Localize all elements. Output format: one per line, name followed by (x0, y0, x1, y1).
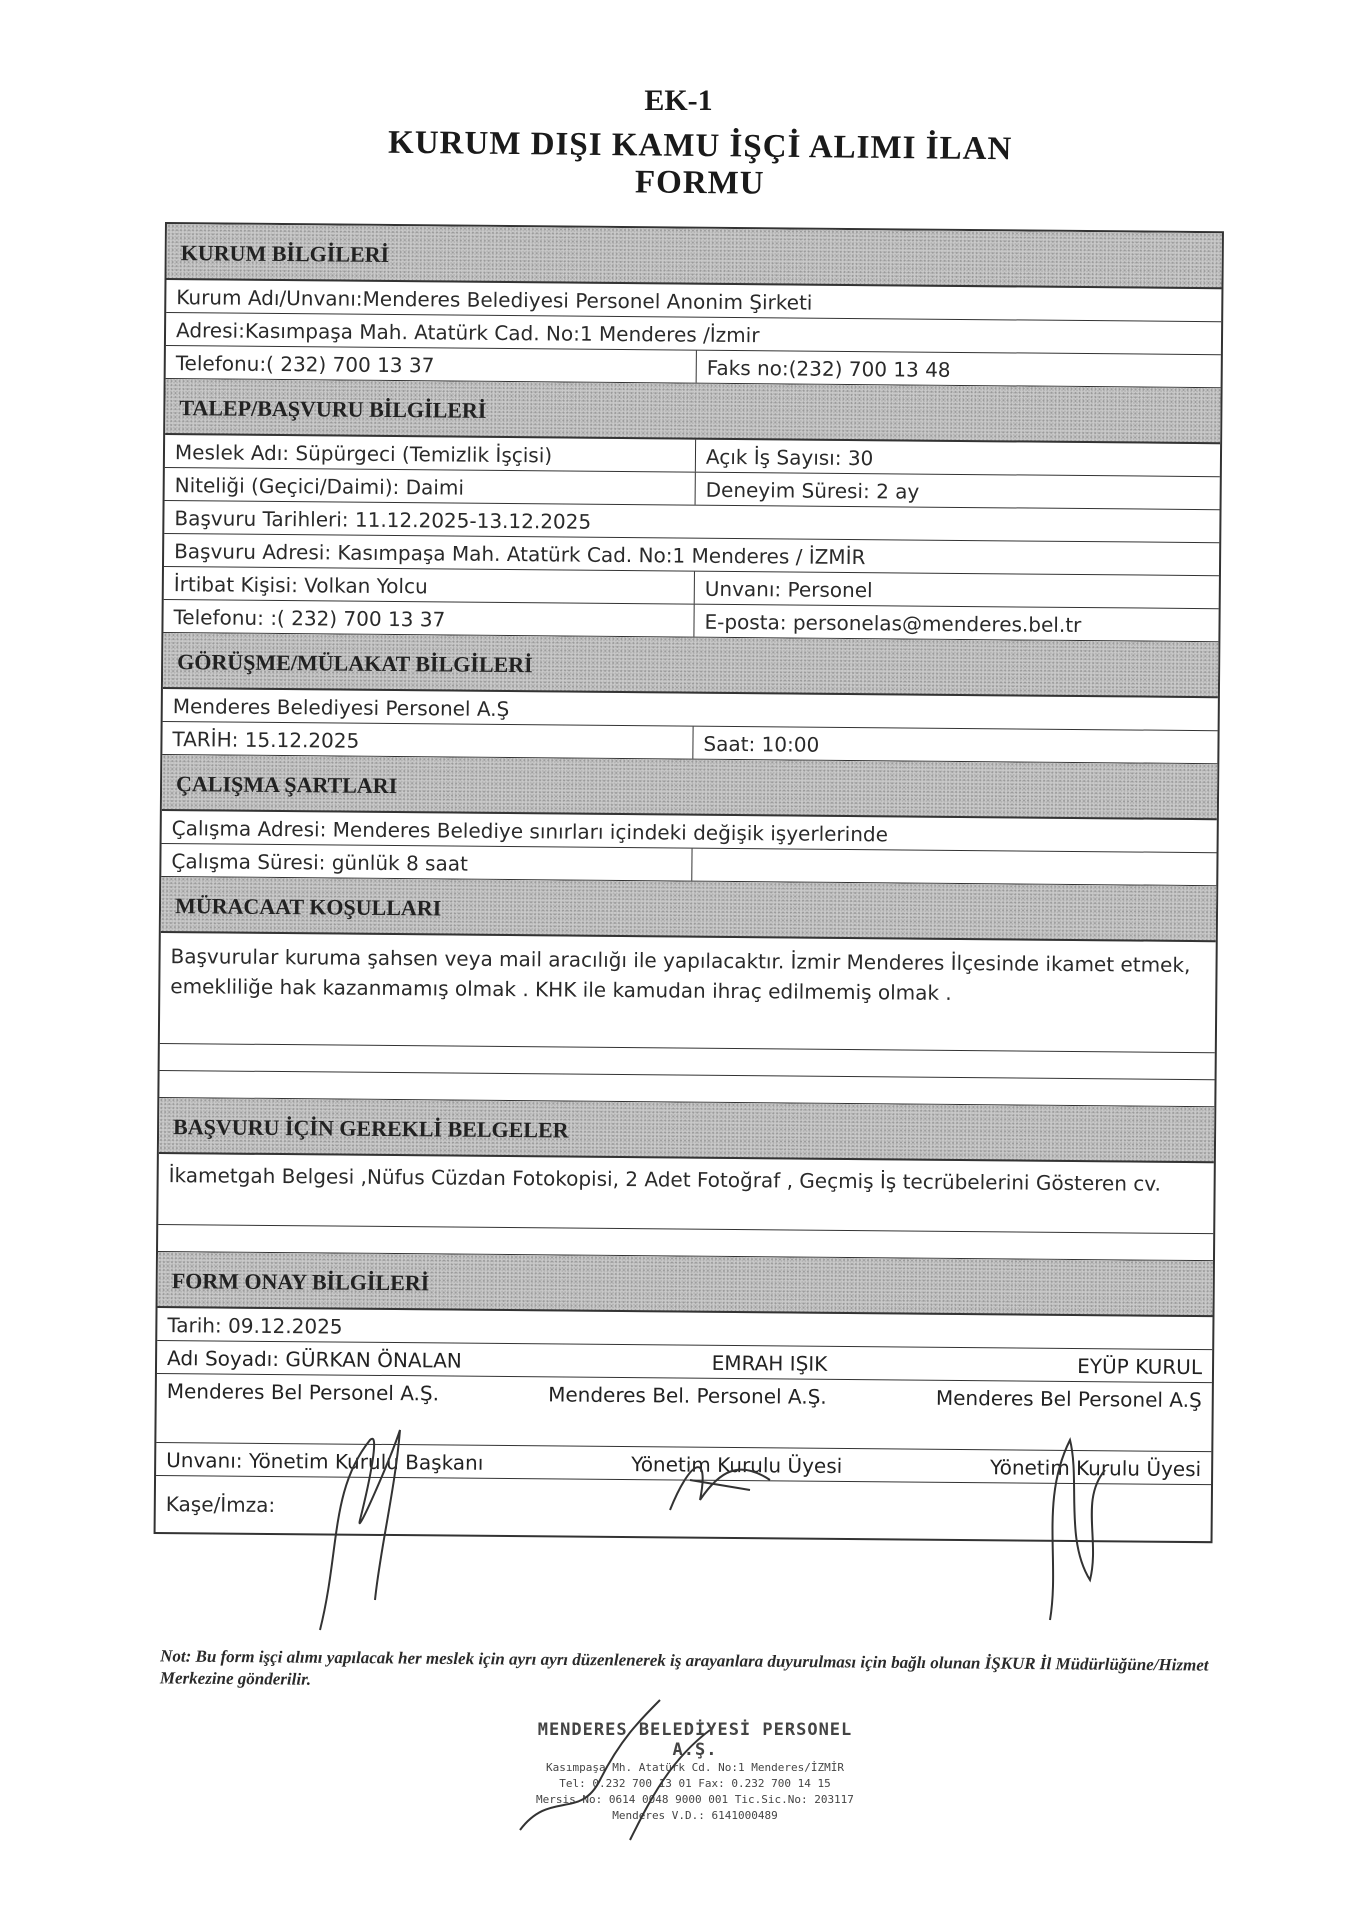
signatory-kurum: Menderes Bel. Personel A.Ş. (548, 1382, 827, 1409)
signatory-name: GÜRKAN ÖNALAN (285, 1347, 462, 1373)
section-gorusme-heading: GÖRÜŞME/MÜLAKAT BİLGİLERİ (163, 633, 1218, 698)
stamp-line: Mersis No: 0614 0048 9000 001 Tic.Sic.No: 203117 (536, 1793, 854, 1806)
company-stamp (520, 1720, 870, 1824)
section-onay-heading: FORM ONAY BİLGİLERİ (158, 1252, 1213, 1317)
form-annex-label: EK-1 (644, 84, 713, 117)
gorusme-tarihi: TARİH: 15.12.2025 (162, 722, 693, 759)
stamp-line: Kasımpaşa Mh. Atatürk Cd. No:1 Menderes/İZMİR (545, 1761, 844, 1774)
section-talep-heading: TALEP/BAŞVURU BİLGİLERİ (165, 379, 1220, 444)
signatory-unvan: Yönetim Kurulu Üyesi (989, 1455, 1202, 1482)
calisma-adresi: Çalışma Adresi: Menderes Belediye sınırları içindeki değişik işyerlerinde (171, 816, 889, 847)
signatory-name: EMRAH IŞIK (711, 1350, 828, 1376)
muracaat-kosullari-text: Başvurular kuruma şahsen veya mail aracılığı ile yapılacaktır. İzmir Menderes İlçesinde ikamet etmek, emekliliğe hak kazanmamış olmak . KHK ile kamudan ihraç edilmemiş olmak . (170, 944, 1191, 1005)
irtibat-unvani: Unvanı: Personel (704, 576, 873, 603)
irtibat-telefonu: Telefonu: :( 232) 700 13 37 (163, 600, 694, 637)
signatory-unvan: Yönetim Kurulu Başkanı (248, 1448, 484, 1475)
basvuru-tarihleri: Başvuru Tarihleri: 11.12.2025-13.12.2025 (174, 506, 592, 534)
onay-tarihi: Tarih: 09.12.2025 (167, 1313, 343, 1339)
section-kurum-heading: KURUM BİLGİLERİ (166, 224, 1221, 289)
section-muracaat-heading: MÜRACAAT KOŞULLARI (161, 877, 1216, 942)
stamp-line: MENDERES BELEDİYESİ PERSONEL A.Ş. (537, 1720, 853, 1760)
signatory-kurum: Menderes Bel Personel A.Ş. (166, 1379, 440, 1406)
irtibat-eposta: E-posta: personelas@menderes.bel.tr (704, 609, 1082, 638)
ilan-form (154, 222, 1224, 1543)
gerekli-belgeler-text: İkametgah Belgesi ,Nüfus Cüzdan Fotokopisi, 2 Adet Fotoğraf , Geçmiş İş tecrübelerini Gösteren cv. (168, 1163, 1162, 1196)
section-calisma-heading: ÇALIŞMA ŞARTLARI (162, 755, 1217, 820)
signatory-kurum: Menderes Bel Personel A.Ş (935, 1385, 1202, 1413)
adi-soyadi-label: Adı Soyadı: (166, 1346, 280, 1372)
section-belgeler-heading: BAŞVURU İÇİN GEREKLİ BELGELER (159, 1098, 1214, 1163)
kurum-faks: Faks no:(232) 700 13 48 (706, 355, 951, 382)
gorusme-saati: Saat: 10:00 (703, 731, 820, 757)
form-note: Not: Bu form işçi alımı yapılacak her meslek için ayrı ayrı düzenlenerek iş arayanlara duyurulması için bağlı olunan İŞKUR İl Müdürlüğüne/Hizmet Merkezine gönderilir. (159, 1646, 1209, 1689)
calisma-suresi: Çalışma Süresi: günlük 8 saat (161, 844, 692, 881)
meslek-adi: Meslek Adı: Süpürgeci (Temizlik İşçisi) (165, 435, 696, 472)
signatory-unvan: Yönetim Kurulu Üyesi (631, 1452, 843, 1478)
form-title: KURUM DIŞI KAMU İŞÇİ ALIMI İLAN FORMU (387, 124, 1013, 202)
basvuru-adresi: Başvuru Adresi: Kasımpaşa Mah. Atatürk Cad. No:1 Menderes / İZMİR (174, 539, 866, 570)
signatory-name: EYÜP KURUL (1077, 1354, 1203, 1380)
kurum-adresi: Adresi:Kasımpaşa Mah. Atatürk Cad. No:1 Menderes /İzmir (175, 318, 760, 348)
gorusme-yeri: Menderes Belediyesi Personel A.Ş (172, 694, 510, 722)
kase-imza: Kaşe/İmza: (165, 1492, 276, 1518)
signatory-kurum-row (156, 1374, 1212, 1452)
deneyim-suresi: Deneyim Süresi: 2 ay (705, 477, 920, 504)
stamp-line: Menderes V.D.: 6141000489 (612, 1809, 778, 1822)
acik-is-sayisi: Açık İş Sayısı: 30 (705, 444, 874, 471)
calisma-bos-hucre (692, 849, 1216, 886)
unvan-label: Unvanı: (166, 1448, 243, 1473)
nitelik: Niteliği (Geçici/Daimi): Daimi (165, 468, 696, 505)
kurum-telefon: Telefonu:( 232) 700 13 37 (166, 346, 697, 383)
irtibat-kisisi: İrtibat Kişisi: Volkan Yolcu (164, 567, 695, 604)
kurum-adi: Kurum Adı/Unvanı:Menderes Belediyesi Personel Anonim Şirketi (176, 285, 813, 315)
stamp-line: Tel: 0.232 700 13 01 Fax: 0.232 700 14 15 (559, 1777, 831, 1790)
